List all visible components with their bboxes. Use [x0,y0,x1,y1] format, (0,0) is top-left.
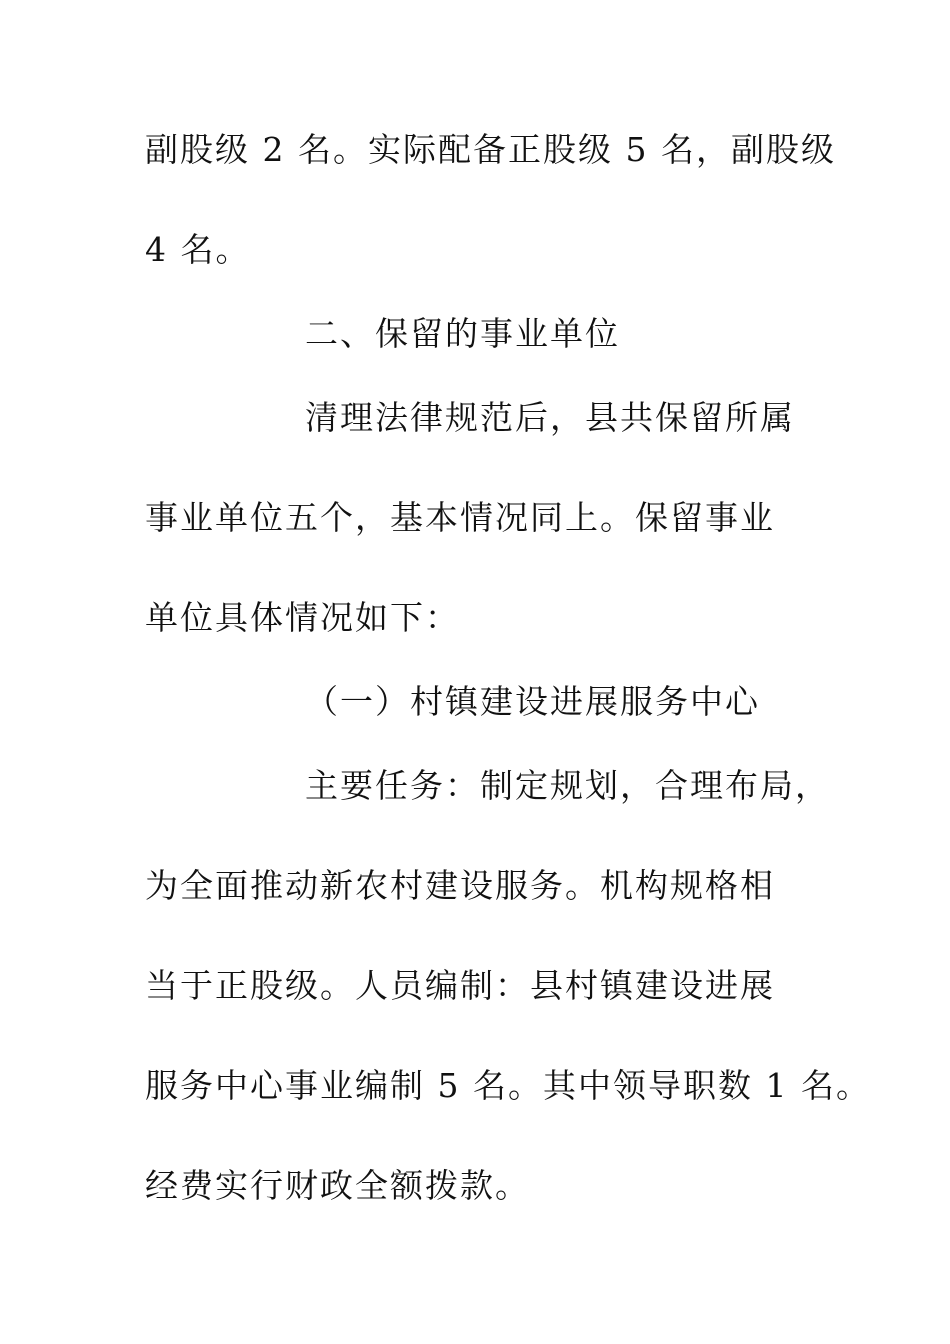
section-heading-retained-units: 二、保留的事业单位 [305,314,620,353]
text-line-11: 服务中心事业编制 5 名。其中领导职数 1 名。 [145,1066,871,1105]
text-line-10: 当于正股级。人员编制：县村镇建设进展 [145,966,775,1005]
text-line-8: 主要任务：制定规划，合理布局， [305,766,830,805]
text-line-5: 事业单位五个，基本情况同上。保留事业 [145,498,775,537]
subsection-heading-village-center: （一）村镇建设进展服务中心 [305,682,760,721]
text-line-2: 4 名。 [145,230,251,269]
text-line-6: 单位具体情况如下： [145,598,460,637]
text-line-12: 经费实行财政全额拨款。 [145,1166,530,1205]
text-line-9: 为全面推动新农村建设服务。机构规格相 [145,866,775,905]
text-line-4: 清理法律规范后，县共保留所属 [305,398,795,437]
text-line-1: 副股级 2 名。实际配备正股级 5 名，副股级 [145,130,836,169]
